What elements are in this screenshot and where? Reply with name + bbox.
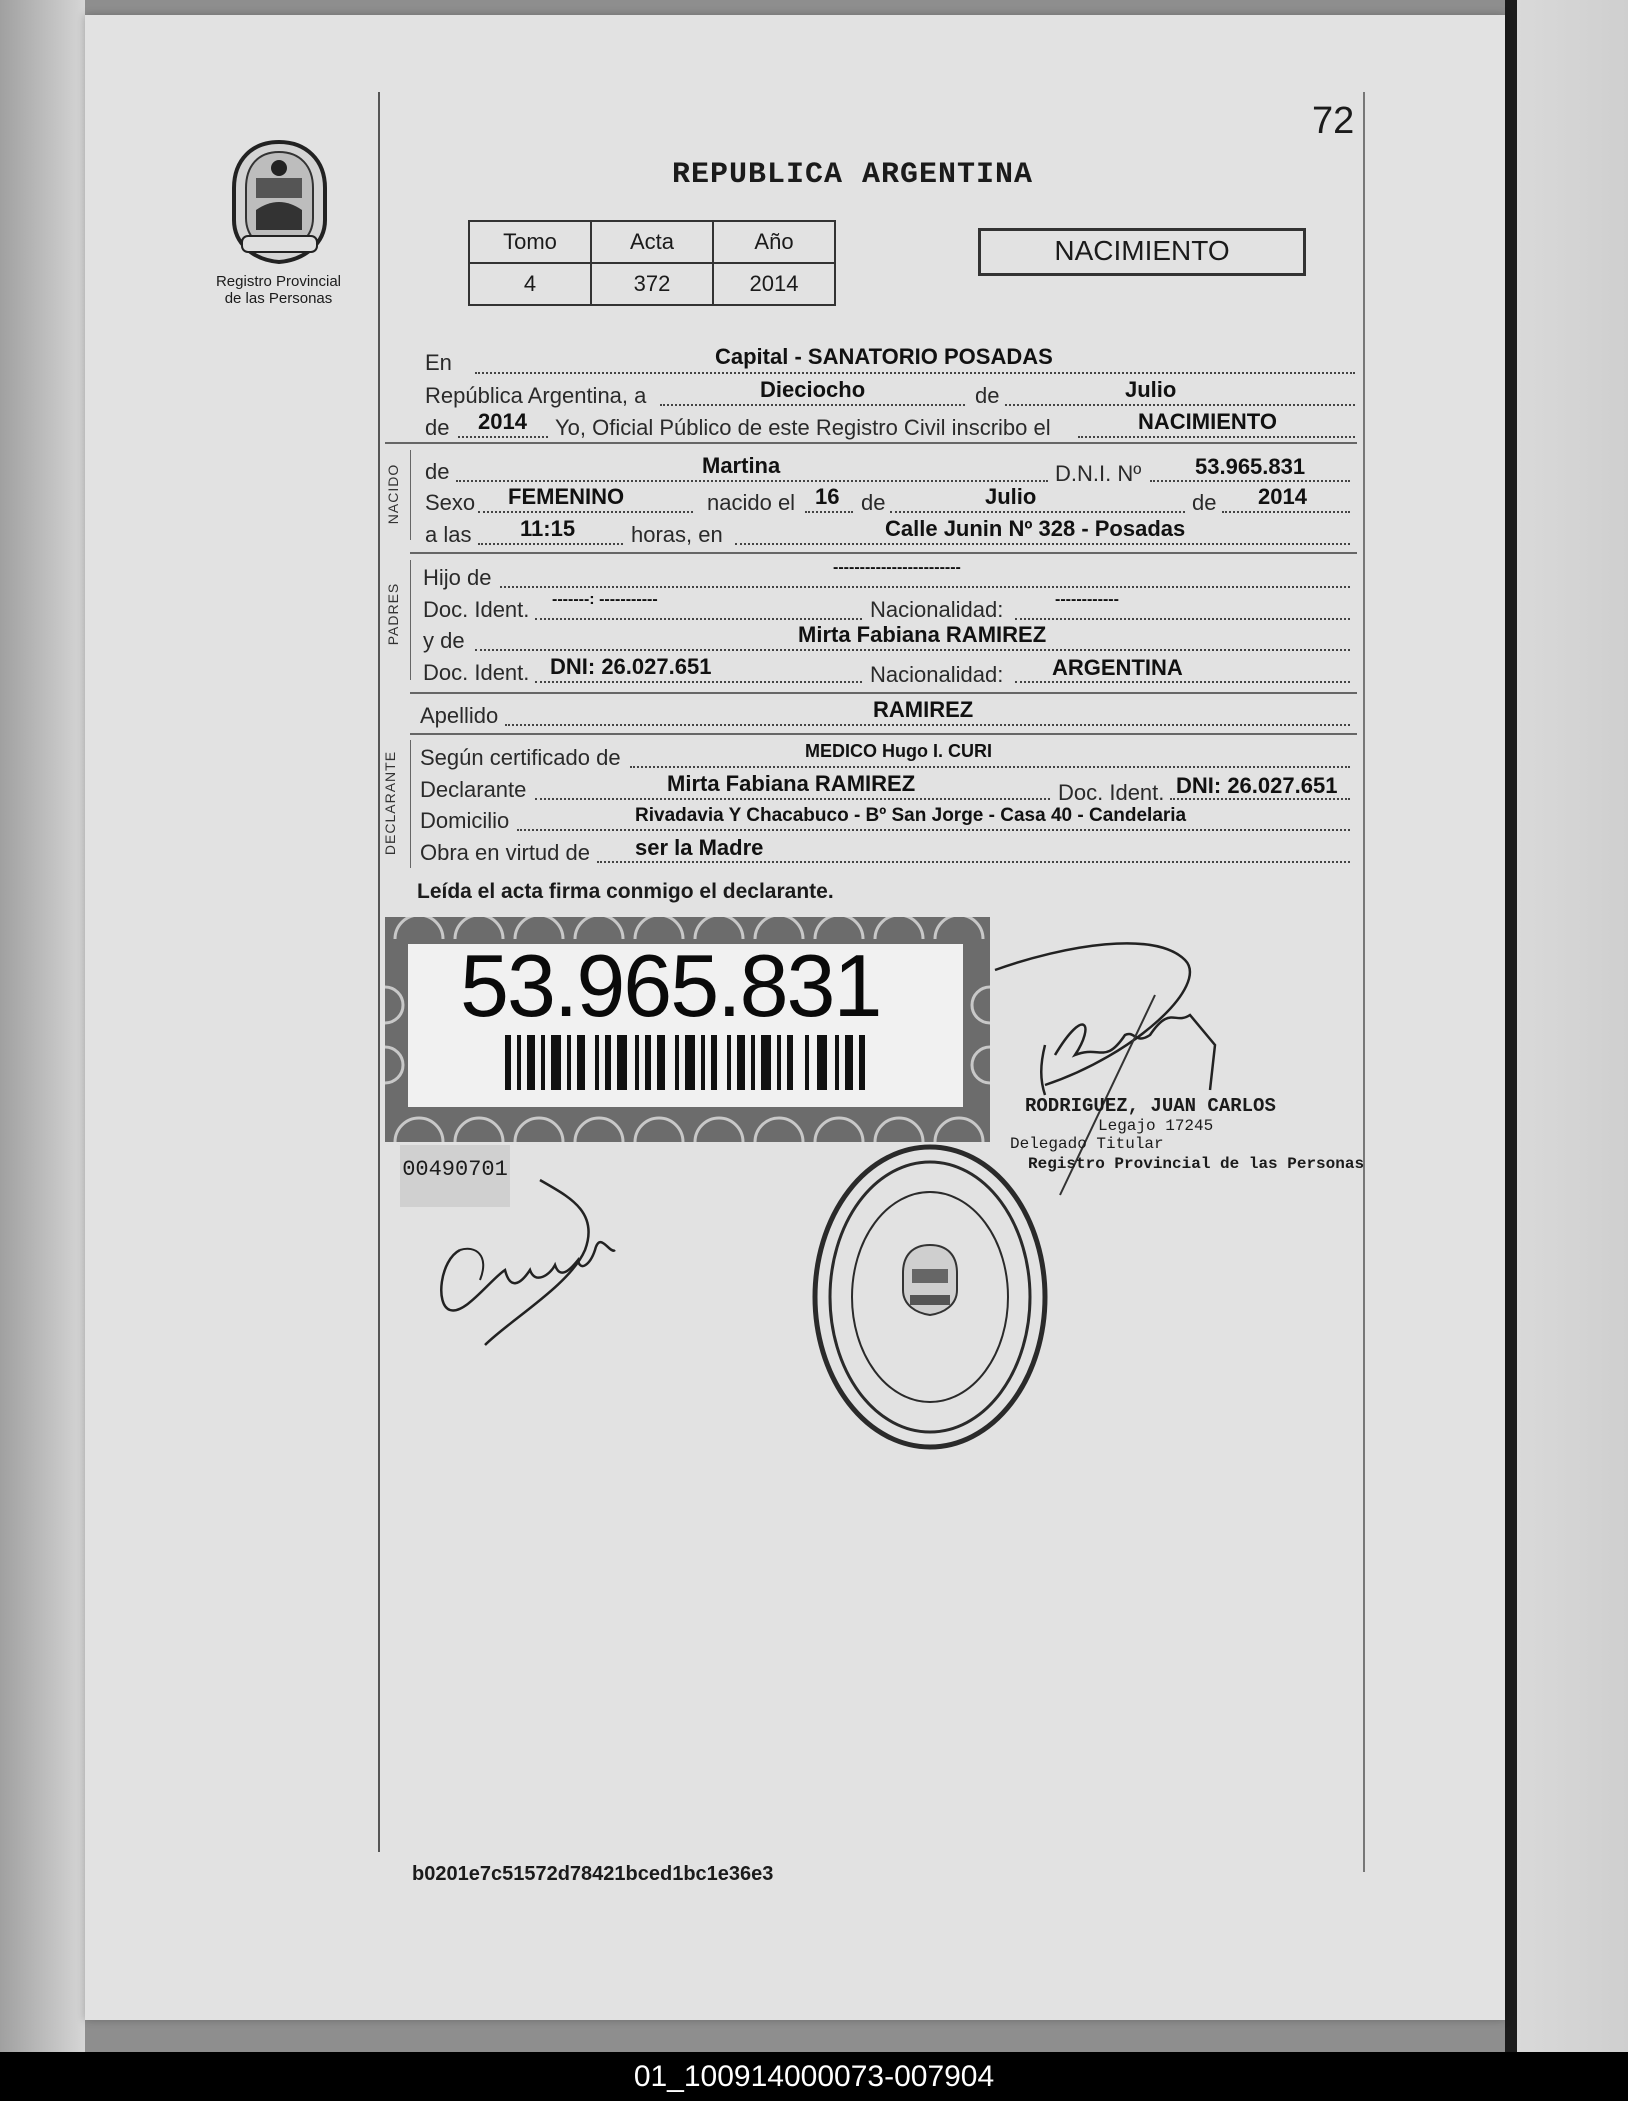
nac1-value: ------------ (1055, 591, 1119, 608)
serial-number: 00490701 (400, 1145, 510, 1207)
doc2-value: DNI: 26.027.651 (550, 654, 712, 679)
nac2-label: Nacionalidad: (870, 662, 1004, 687)
hijo-de-label: Hijo de (423, 565, 492, 590)
country-title: REPUBLICA ARGENTINA (672, 158, 1034, 192)
father-value: ------------------------ (833, 559, 961, 576)
official-stamp (810, 1140, 1050, 1455)
birth-year: 2014 (1258, 484, 1307, 509)
nac1-label: Nacionalidad: (870, 597, 1004, 622)
decl-dots (535, 798, 1050, 800)
act-type-box: NACIMIENTO (978, 228, 1306, 276)
nac1-dots (1015, 618, 1350, 620)
inscription-value: NACIMIENTO (1138, 409, 1277, 434)
sexo-label: Sexo (425, 490, 476, 515)
father-dots (500, 586, 1350, 588)
mother-name: Mirta Fabiana RAMIREZ (798, 622, 1047, 647)
right-margin-line (1363, 92, 1365, 1872)
doc2-dots (535, 681, 862, 683)
page-number: 72 (1312, 100, 1355, 142)
registry-table (468, 220, 836, 306)
decl-value: Mirta Fabiana RAMIREZ (667, 771, 916, 796)
nac2-dots (1015, 681, 1350, 683)
birth-time: 11:15 (520, 516, 576, 541)
official-legajo: Legajo 17245 (1098, 1117, 1214, 1135)
child-dni: 53.965.831 (1195, 454, 1306, 479)
doc1-value: -------: ----------- (552, 591, 658, 608)
declarante-section-label: DECLARANTE (382, 750, 398, 856)
month-dots (1005, 404, 1355, 406)
padres-divider (410, 692, 1357, 694)
a-las-label: a las (425, 522, 472, 547)
dom-value: Rivadavia Y Chacabuco - Bº San Jorge - Casa 40 - Candelaria (635, 805, 1187, 826)
barcode (505, 1035, 865, 1090)
en-dots (475, 372, 1355, 374)
name-dots (456, 480, 1048, 482)
dni-dots (1150, 480, 1350, 482)
horas-label: horas, en (631, 522, 723, 547)
obra-dots (597, 861, 1350, 863)
obra-label: Obra en virtud de (420, 840, 590, 865)
y-de-label: y de (423, 628, 465, 653)
republica-label: República Argentina, a (425, 383, 647, 408)
apellido-divider (410, 733, 1357, 735)
dni-label: D.N.I. Nº (1055, 461, 1142, 486)
birth-year-dots (1222, 511, 1350, 513)
footer-id-bar: 01_100914000073-007904 (0, 2052, 1628, 2101)
apellido-label: Apellido (420, 703, 499, 728)
registry-value-ano: 2014 (713, 263, 835, 305)
inscription-dots (1078, 436, 1355, 438)
nacido-de2-label: de (1192, 490, 1217, 515)
logo-caption (196, 273, 361, 307)
time-dots (478, 543, 623, 545)
nacido-bracket (410, 450, 411, 540)
logo-caption-line2: de las Personas (224, 290, 333, 307)
official-name: RODRIGUEZ, JUAN CARLOS (1025, 1095, 1276, 1117)
day-dots (660, 404, 965, 406)
year-dots (458, 436, 548, 438)
closing-text: Leída el acta firma conmigo el declarante. (417, 880, 834, 903)
declarante-bracket (410, 740, 411, 868)
declarant-signature (430, 1170, 630, 1360)
apellido-dots (505, 724, 1350, 726)
dom-label: Domicilio (420, 808, 510, 833)
birth-day-dots (805, 511, 853, 513)
decl-doc-label: Doc. Ident. (1058, 780, 1165, 805)
intro-de-label: de (975, 383, 1000, 408)
nacido-section-label: NACIDO (385, 463, 401, 525)
nac2-value: ARGENTINA (1052, 655, 1183, 680)
child-name: Martina (702, 453, 781, 478)
registry-header-tomo: Tomo (469, 221, 591, 263)
address-dots (735, 543, 1350, 545)
padres-section-label: PADRES (385, 582, 401, 646)
decl-doc-value: DNI: 26.027.651 (1176, 773, 1338, 798)
sexo-value: FEMENINO (508, 484, 625, 509)
en-label: En (425, 350, 452, 375)
birth-month: Julio (985, 484, 1037, 509)
nacido-de-label: de (425, 459, 450, 484)
nacido-divider (410, 552, 1357, 554)
cert-dots (630, 766, 1350, 768)
obra-value: ser la Madre (635, 835, 764, 860)
background-left (0, 0, 85, 2101)
logo-caption-line1: Registro Provincial (215, 273, 342, 290)
birth-month-dots (890, 511, 1185, 513)
registry-header-ano: Año (713, 221, 835, 263)
nacido-de1-label: de (861, 490, 886, 515)
birth-day: 16 (815, 484, 840, 509)
official-role: Delegado Titular (1010, 1135, 1164, 1153)
intro-divider (385, 442, 1357, 444)
registry-value-tomo: 4 (469, 263, 591, 305)
sexo-dots (478, 511, 693, 513)
intro-month: Julio (1125, 377, 1177, 402)
year-prefix-label: de (425, 415, 450, 440)
cert-value: MEDICO Hugo I. CURI (805, 741, 992, 761)
registry-header-acta: Acta (591, 221, 713, 263)
intro-day: Dieciocho (760, 377, 866, 402)
mother-dots (475, 649, 1350, 651)
official-office: Registro Provincial de las Personas (1028, 1155, 1365, 1173)
left-margin-line (378, 92, 380, 1852)
birth-address: Calle Junin Nº 328 - Posadas (885, 516, 1186, 541)
doc1-label: Doc. Ident. (423, 597, 530, 622)
statement-text: Yo, Oficial Público de este Registro Civil inscribo el (555, 415, 1051, 440)
dom-dots (517, 829, 1350, 831)
cert-label: Según certificado de (420, 745, 621, 770)
nacido-el-label: nacido el (707, 490, 796, 515)
misiones-seal-logo (222, 138, 337, 266)
sticker-number: 53.965.831 (460, 936, 881, 1035)
padres-bracket (410, 560, 411, 680)
registry-value-acta: 372 (591, 263, 713, 305)
background-right (1505, 0, 1628, 2101)
intro-year: 2014 (478, 409, 527, 434)
doc1-dots (535, 618, 862, 620)
doc2-label: Doc. Ident. (423, 660, 530, 685)
decl-label: Declarante (420, 777, 527, 802)
place-value: Capital - SANATORIO POSADAS (715, 344, 1053, 369)
apellido-value: RAMIREZ (873, 697, 974, 722)
document-hash: b0201e7c51572d78421bced1bc1e36e3 (412, 1863, 774, 1885)
